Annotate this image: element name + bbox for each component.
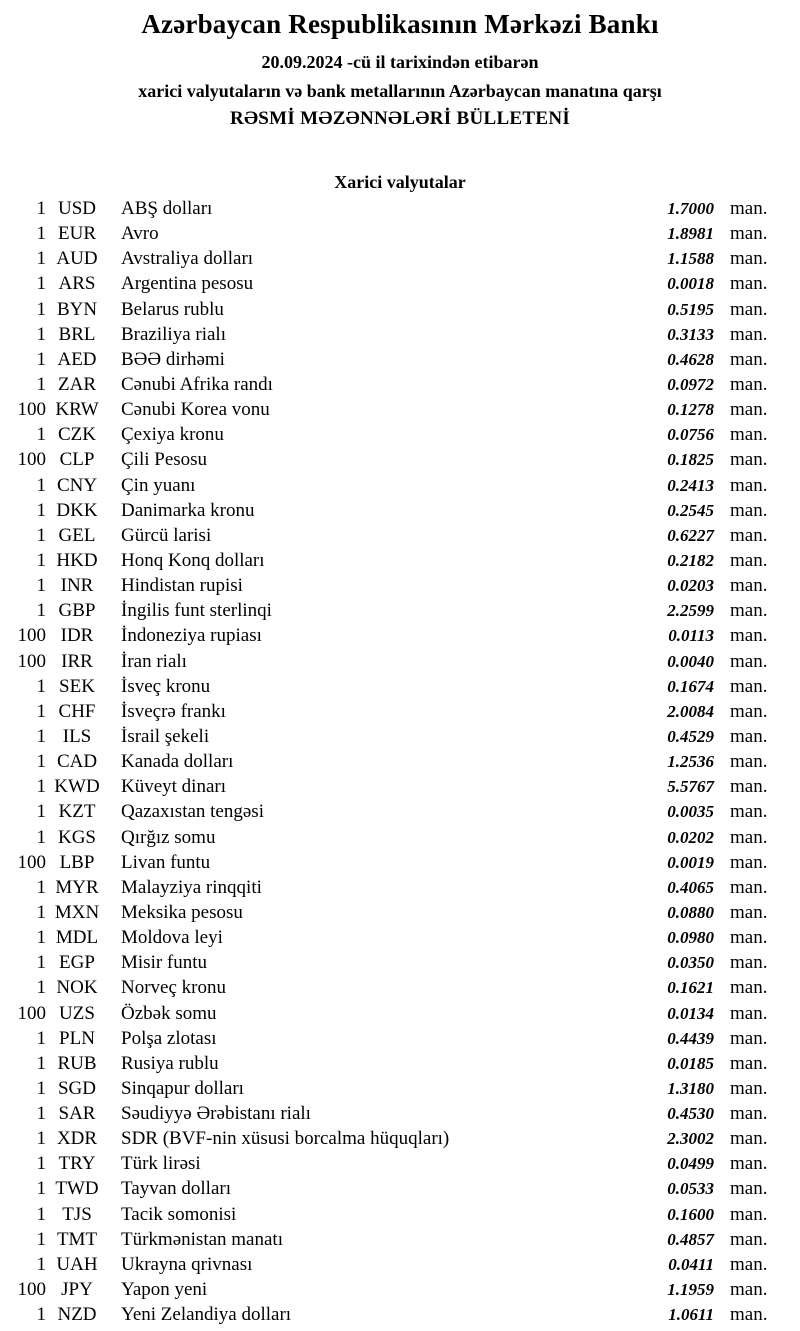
code-cell: TRY	[58, 1153, 96, 1175]
name-cell: Rusiya rublu	[121, 1052, 219, 1074]
qty-cell: 1	[36, 1128, 46, 1150]
rate-cell: 1.3180	[667, 1078, 714, 1098]
rate-cell: 0.6227	[667, 525, 714, 545]
section-title-foreign-currencies: Xarici valyutalar	[334, 172, 466, 192]
qty-cell: 1	[36, 273, 46, 295]
qty-cell: 1	[36, 1228, 46, 1250]
name-cell: BƏƏ dirhəmi	[121, 348, 225, 370]
unit-cell: man.	[730, 901, 768, 923]
table-row	[0, 500, 778, 525]
table-row	[0, 751, 778, 776]
rate-cell: 0.4857	[667, 1229, 714, 1249]
code-cell: KWD	[54, 776, 100, 798]
table-row	[0, 927, 778, 952]
rate-cell: 1.1959	[667, 1280, 714, 1300]
unit-cell: man.	[730, 1178, 768, 1200]
name-cell: Norveç kronu	[121, 977, 226, 999]
code-cell: SAR	[58, 1103, 96, 1125]
table-row	[0, 952, 778, 977]
unit-cell: man.	[730, 298, 768, 320]
unit-cell: man.	[730, 650, 768, 672]
qty-cell: 1	[36, 600, 46, 622]
code-cell: SEK	[59, 675, 95, 697]
qty-cell: 1	[36, 1304, 46, 1326]
unit-cell: man.	[730, 826, 768, 848]
table-row	[0, 399, 778, 424]
name-cell: Səudiyyə Ərəbistanı rialı	[121, 1103, 311, 1125]
rate-cell: 0.5195	[667, 299, 714, 319]
name-cell: Gürcü larisi	[121, 524, 212, 546]
code-cell: CNY	[56, 474, 98, 496]
rate-cell: 0.0350	[667, 953, 714, 973]
rate-cell: 0.0040	[667, 651, 714, 671]
code-cell: XDR	[56, 1128, 98, 1150]
unit-cell: man.	[730, 248, 768, 270]
unit-cell: man.	[730, 449, 768, 471]
name-cell: Çin yuanı	[121, 474, 196, 496]
unit-cell: man.	[730, 474, 768, 496]
rate-cell: 0.0756	[667, 425, 714, 445]
name-cell: İndoneziya rupiası	[121, 625, 262, 647]
unit-cell: man.	[730, 876, 768, 898]
code-cell: MDL	[55, 927, 99, 949]
table-row	[0, 449, 778, 474]
name-cell: Danimarka kronu	[121, 499, 255, 521]
qty-cell: 1	[36, 952, 46, 974]
rate-cell: 0.3133	[667, 324, 714, 344]
rate-cell: 0.1825	[667, 450, 714, 470]
rate-cell: 1.2536	[667, 752, 714, 772]
table-row	[0, 475, 778, 500]
qty-cell: 1	[36, 348, 46, 370]
name-cell: ABŞ dolları	[121, 198, 213, 219]
qty-cell: 1	[36, 776, 46, 798]
effective-date-line: 20.09.2024 -cü il tarixindən etibarən	[261, 52, 539, 72]
qty-cell: 1	[36, 549, 46, 571]
table-row	[0, 827, 778, 852]
code-cell: RUB	[57, 1052, 97, 1074]
code-cell: TWD	[55, 1178, 99, 1200]
table-row	[0, 374, 778, 399]
unit-cell: man.	[730, 1103, 768, 1125]
unit-cell: man.	[730, 1253, 768, 1275]
unit-cell: man.	[730, 927, 768, 949]
bulletin-header	[0, 0, 800, 131]
rate-cell: 0.2413	[667, 475, 714, 495]
code-cell: LBP	[59, 851, 95, 873]
name-cell: Meksika pesosu	[121, 901, 243, 923]
rate-cell: 1.1588	[667, 249, 714, 269]
qty-cell: 1	[36, 826, 46, 848]
qty-cell: 1	[36, 198, 46, 219]
unit-cell: man.	[730, 575, 768, 597]
code-cell: AED	[57, 348, 97, 370]
table-row	[0, 324, 778, 349]
code-cell: KRW	[55, 399, 99, 421]
name-cell: Sinqapur dolları	[121, 1077, 244, 1099]
code-cell: EGP	[59, 952, 95, 974]
unit-cell: man.	[730, 499, 768, 521]
table-row	[0, 525, 778, 550]
rate-cell: 0.4628	[667, 349, 714, 369]
qty-cell: 1	[36, 424, 46, 446]
table-row	[0, 1254, 778, 1279]
unit-cell: man.	[730, 223, 768, 245]
name-cell: Avstraliya dolları	[121, 248, 254, 270]
table-row	[0, 1028, 778, 1053]
table-row	[0, 726, 778, 751]
table-row	[0, 1128, 778, 1153]
table-row	[0, 977, 778, 1002]
unit-cell: man.	[730, 801, 768, 823]
qty-cell: 1	[36, 1052, 46, 1074]
name-cell: Moldova leyi	[121, 927, 223, 949]
rate-cell: 0.0035	[667, 802, 714, 822]
code-cell: UAH	[56, 1253, 98, 1275]
rate-cell: 0.0203	[667, 576, 714, 596]
qty-cell: 1	[36, 876, 46, 898]
name-cell: İngilis funt sterlinqi	[121, 600, 272, 622]
name-cell: Braziliya rialı	[121, 323, 226, 345]
name-cell: Tayvan dolları	[121, 1178, 231, 1200]
qty-cell: 1	[36, 1077, 46, 1099]
table-row	[0, 1204, 778, 1229]
rate-cell: 0.0202	[667, 827, 714, 847]
qty-cell: 100	[17, 1002, 46, 1024]
code-cell: UZS	[59, 1002, 95, 1024]
table-row	[0, 198, 778, 223]
code-cell: CLP	[59, 449, 95, 471]
unit-cell: man.	[730, 373, 768, 395]
name-cell: İsveç kronu	[121, 675, 211, 697]
code-cell: BRL	[58, 323, 96, 345]
qty-cell: 1	[36, 499, 46, 521]
unit-cell: man.	[730, 524, 768, 546]
name-cell: Honq Konq dolları	[121, 549, 265, 571]
qty-cell: 1	[36, 1027, 46, 1049]
rate-cell: 1.8981	[667, 224, 714, 244]
unit-cell: man.	[730, 1228, 768, 1250]
qty-cell: 1	[36, 524, 46, 546]
currency-table	[0, 198, 778, 1329]
code-cell: BYN	[56, 298, 98, 320]
table-row	[0, 424, 778, 449]
qty-cell: 1	[36, 977, 46, 999]
qty-cell: 100	[17, 625, 46, 647]
unit-cell: man.	[730, 725, 768, 747]
code-cell: MXN	[54, 901, 100, 923]
code-cell: INR	[60, 575, 94, 597]
name-cell: Türk lirəsi	[121, 1153, 201, 1175]
rate-cell: 0.0113	[668, 626, 714, 646]
qty-cell: 1	[36, 675, 46, 697]
unit-cell: man.	[730, 323, 768, 345]
qty-cell: 1	[36, 927, 46, 949]
rate-cell: 0.0019	[667, 852, 714, 872]
rate-cell: 1.0611	[668, 1305, 714, 1325]
name-cell: İran rialı	[121, 650, 187, 672]
table-row	[0, 273, 778, 298]
rate-cell: 0.2545	[667, 500, 714, 520]
name-cell: Avro	[121, 223, 159, 245]
table-row	[0, 701, 778, 726]
name-cell: Yeni Zelandiya dolları	[121, 1304, 292, 1326]
unit-cell: man.	[730, 1128, 768, 1150]
table-row	[0, 1279, 778, 1304]
table-row	[0, 600, 778, 625]
unit-cell: man.	[730, 625, 768, 647]
code-cell: KZT	[58, 801, 96, 823]
unit-cell: man.	[730, 1304, 768, 1326]
qty-cell: 1	[36, 248, 46, 270]
unit-cell: man.	[730, 1077, 768, 1099]
unit-cell: man.	[730, 776, 768, 798]
table-row	[0, 1153, 778, 1178]
rate-cell: 0.0185	[667, 1053, 714, 1073]
unit-cell: man.	[730, 600, 768, 622]
name-cell: Yapon yeni	[121, 1279, 208, 1301]
rate-cell: 1.7000	[667, 199, 714, 218]
code-cell: GBP	[58, 600, 96, 622]
table-row	[0, 1003, 778, 1028]
code-cell: NOK	[56, 977, 98, 999]
code-cell: HKD	[56, 549, 98, 571]
name-cell: Qırğız somu	[121, 826, 216, 848]
table-row	[0, 1178, 778, 1203]
unit-cell: man.	[730, 1203, 768, 1225]
table-row	[0, 651, 778, 676]
code-cell: ZAR	[58, 373, 96, 395]
code-cell: SGD	[57, 1077, 96, 1099]
code-cell: NZD	[57, 1304, 97, 1326]
name-cell: İsrail şekeli	[121, 725, 210, 747]
name-cell: Türkmənistan manatı	[121, 1228, 283, 1250]
qty-cell: 1	[36, 474, 46, 496]
rate-cell: 0.1621	[667, 978, 714, 998]
code-cell: JPY	[61, 1279, 93, 1301]
code-cell: TJS	[62, 1203, 92, 1225]
table-row	[0, 1103, 778, 1128]
bank-title: Azərbaycan Respublikasının Mərkəzi Bankı	[141, 9, 659, 39]
code-cell: MYR	[55, 876, 99, 898]
name-cell: Malayziya rinqqiti	[121, 876, 262, 898]
name-cell: Küveyt dinarı	[121, 776, 227, 798]
name-cell: Argentina pesosu	[121, 273, 254, 295]
code-cell: GEL	[58, 524, 96, 546]
qty-cell: 1	[36, 1178, 46, 1200]
name-cell: Kanada dolları	[121, 751, 234, 773]
rate-cell: 0.4530	[667, 1104, 714, 1124]
rate-cell: 0.4439	[667, 1028, 714, 1048]
rate-cell: 0.4065	[667, 877, 714, 897]
name-cell: SDR (BVF-nin xüsusi borcalma hüquqları)	[121, 1128, 450, 1150]
unit-cell: man.	[730, 549, 768, 571]
unit-cell: man.	[730, 273, 768, 295]
qty-cell: 1	[36, 901, 46, 923]
table-row	[0, 550, 778, 575]
rate-cell: 0.1600	[667, 1204, 714, 1224]
unit-cell: man.	[730, 952, 768, 974]
qty-cell: 1	[36, 801, 46, 823]
unit-cell: man.	[730, 424, 768, 446]
qty-cell: 100	[17, 449, 46, 471]
bulletin-subtitle: xarici valyutaların və bank metallarının Azərbaycan manatına qarşı	[138, 81, 662, 101]
name-cell: Belarus rublu	[121, 298, 224, 320]
rate-cell: 0.1278	[667, 400, 714, 420]
unit-cell: man.	[730, 1279, 768, 1301]
name-cell: Çili Pesosu	[121, 449, 208, 471]
table-row	[0, 625, 778, 650]
qty-cell: 1	[36, 298, 46, 320]
qty-cell: 1	[36, 1253, 46, 1275]
qty-cell: 1	[36, 725, 46, 747]
rate-cell: 0.0880	[667, 902, 714, 922]
code-cell: AUD	[56, 248, 98, 270]
name-cell: Polşa zlotası	[121, 1027, 217, 1049]
unit-cell: man.	[730, 1027, 768, 1049]
name-cell: Cənubi Korea vonu	[121, 399, 270, 421]
unit-cell: man.	[730, 751, 768, 773]
rate-cell: 0.4529	[667, 726, 714, 746]
table-row	[0, 1078, 778, 1103]
qty-cell: 1	[36, 1153, 46, 1175]
unit-cell: man.	[730, 1052, 768, 1074]
qty-cell: 1	[36, 373, 46, 395]
name-cell: Ukrayna qrivnası	[121, 1253, 253, 1275]
unit-cell: man.	[730, 198, 768, 219]
unit-cell: man.	[730, 348, 768, 370]
table-row	[0, 223, 778, 248]
name-cell: Cənubi Afrika randı	[121, 373, 273, 395]
name-cell: Qazaxıstan tengəsi	[121, 801, 264, 823]
code-cell: USD	[57, 198, 96, 219]
qty-cell: 1	[36, 575, 46, 597]
code-cell: ILS	[62, 725, 92, 747]
name-cell: Çexiya kronu	[121, 424, 224, 446]
code-cell: CAD	[56, 751, 98, 773]
qty-cell: 1	[36, 700, 46, 722]
rate-cell: 2.0084	[667, 701, 714, 721]
name-cell: Misir funtu	[121, 952, 208, 974]
table-row	[0, 1304, 778, 1329]
qty-cell: 1	[36, 1203, 46, 1225]
table-row	[0, 852, 778, 877]
code-cell: DKK	[56, 499, 98, 521]
name-cell: Hindistan rupisi	[121, 575, 243, 597]
unit-cell: man.	[730, 1002, 768, 1024]
qty-cell: 1	[36, 1103, 46, 1125]
unit-cell: man.	[730, 977, 768, 999]
code-cell: ARS	[58, 273, 96, 295]
code-cell: EUR	[58, 223, 96, 245]
table-row	[0, 801, 778, 826]
table-row	[0, 575, 778, 600]
qty-cell: 100	[17, 851, 46, 873]
unit-cell: man.	[730, 1153, 768, 1175]
rate-cell: 0.1674	[667, 676, 714, 696]
table-row	[0, 676, 778, 701]
rate-cell: 0.0533	[667, 1179, 714, 1199]
bulletin-title: RƏSMİ MƏZƏNNƏLƏRİ BÜLLETENİ	[229, 108, 571, 129]
table-row	[0, 349, 778, 374]
rate-cell: 0.0134	[667, 1003, 714, 1023]
table-row	[0, 299, 778, 324]
rate-cell: 0.0972	[667, 374, 714, 394]
code-cell: CZK	[58, 424, 96, 446]
name-cell: Tacik somonisi	[121, 1203, 237, 1225]
unit-cell: man.	[730, 399, 768, 421]
unit-cell: man.	[730, 700, 768, 722]
rate-cell: 0.0411	[668, 1254, 714, 1274]
code-cell: PLN	[59, 1027, 95, 1049]
table-row	[0, 877, 778, 902]
unit-cell: man.	[730, 675, 768, 697]
qty-cell: 1	[36, 323, 46, 345]
table-row	[0, 248, 778, 273]
rate-cell: 0.0980	[667, 928, 714, 948]
name-cell: Özbək somu	[121, 1002, 217, 1024]
qty-cell: 1	[36, 223, 46, 245]
rate-cell: 0.0499	[667, 1154, 714, 1174]
code-cell: TMT	[56, 1228, 98, 1250]
rate-cell: 0.2182	[667, 550, 714, 570]
code-cell: IRR	[61, 650, 93, 672]
table-row	[0, 1229, 778, 1254]
table-row	[0, 902, 778, 927]
table-row	[0, 1053, 778, 1078]
qty-cell: 1	[36, 751, 46, 773]
unit-cell: man.	[730, 851, 768, 873]
name-cell: İsveçrə frankı	[121, 700, 226, 722]
code-cell: KGS	[57, 826, 96, 848]
qty-cell: 100	[17, 1279, 46, 1301]
rate-cell: 5.5767	[667, 777, 714, 797]
rate-cell: 2.2599	[667, 601, 714, 621]
name-cell: Livan funtu	[121, 851, 211, 873]
qty-cell: 100	[17, 399, 46, 421]
table-row	[0, 776, 778, 801]
qty-cell: 100	[17, 650, 46, 672]
code-cell: CHF	[58, 700, 96, 722]
code-cell: IDR	[60, 625, 94, 647]
rate-cell: 0.0018	[667, 274, 714, 294]
rate-cell: 2.3002	[667, 1129, 714, 1149]
